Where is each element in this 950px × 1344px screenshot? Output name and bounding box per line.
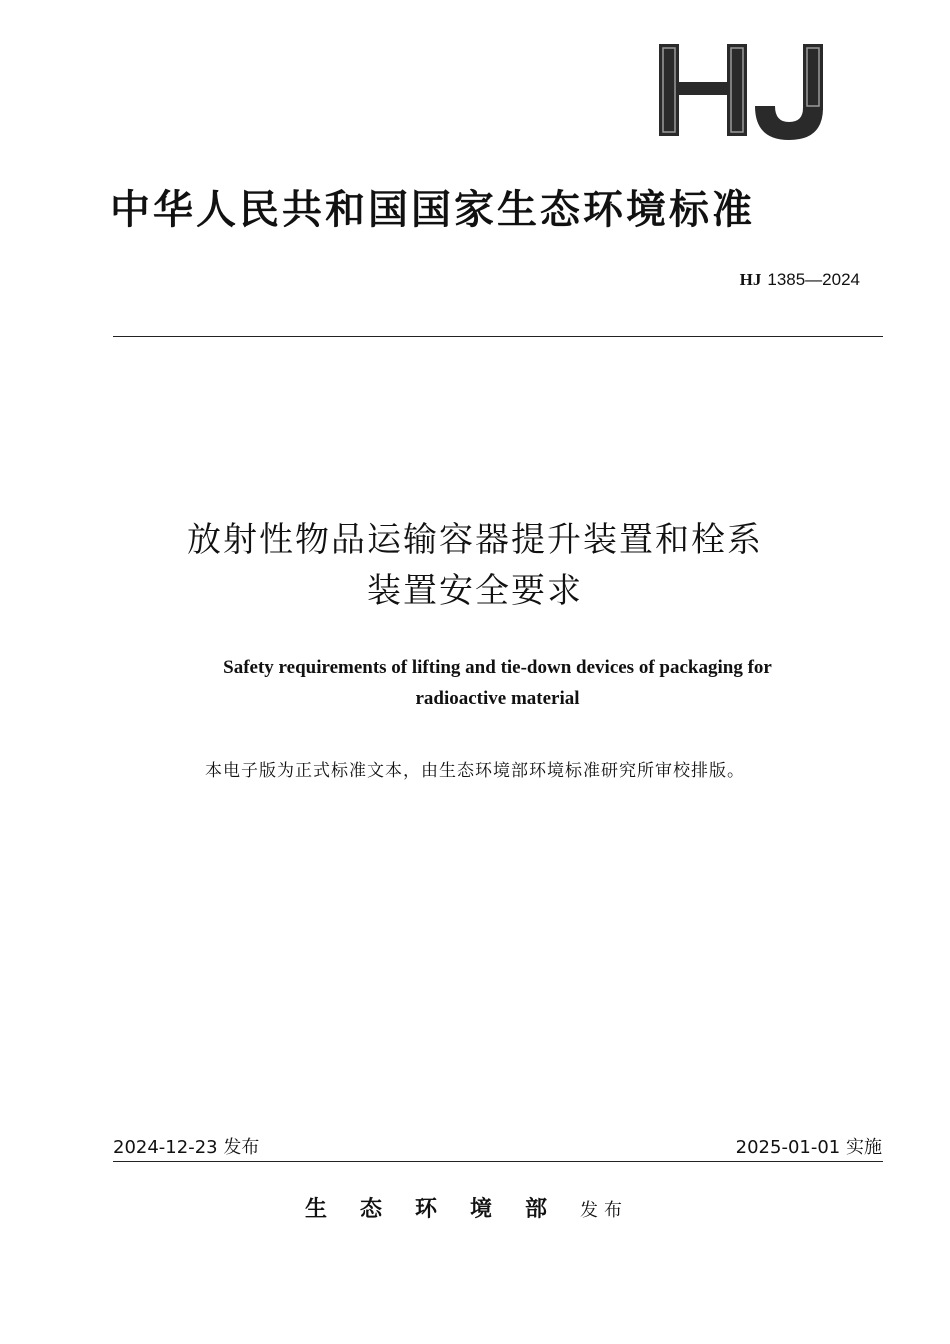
publisher-line (305, 1192, 628, 1223)
svg-text:HJ: HJ (655, 40, 657, 41)
title-chinese-line1: 放射性物品运输容器提升装置和栓系 (187, 520, 763, 560)
electronic-version-note: 本电子版为正式标准文本，由生态环境部环境标准研究所审校排版。 (205, 761, 745, 781)
title-english-line2: radioactive material (415, 688, 580, 709)
organization-title: 中华人民共和国国家生态环境标准 (110, 186, 755, 233)
top-divider (113, 336, 883, 337)
issue-date: 2024-12-23 发布 (113, 1137, 260, 1158)
bottom-divider (113, 1161, 883, 1162)
title-english-line1: Safety requirements of lifting and tie-down devices of packaging for (223, 657, 772, 678)
standard-number (740, 270, 860, 290)
implementation-date: 2025-01-01 实施 (735, 1137, 882, 1158)
publisher-suffix: 发布 (580, 1200, 629, 1221)
hj-logo (655, 40, 835, 145)
standard-code: 1385—2024 (767, 270, 860, 289)
standard-prefix: HJ (739, 270, 762, 289)
title-chinese-line2: 装置安全要求 (367, 571, 583, 611)
publisher-name: 生态环境部 (305, 1196, 581, 1222)
